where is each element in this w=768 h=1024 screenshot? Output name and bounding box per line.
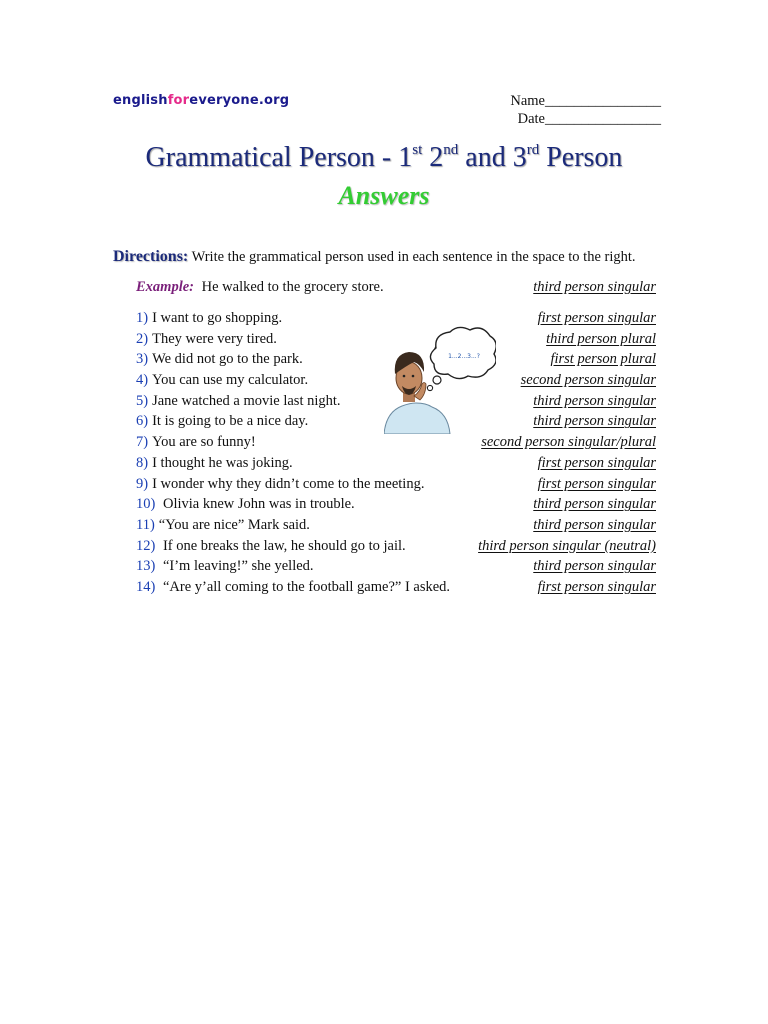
date-field: Date________________ <box>517 111 661 127</box>
item-number: 8) <box>136 454 149 471</box>
example-label: Example: <box>136 279 194 295</box>
item-sentence: I want to go shopping. <box>152 310 283 326</box>
item-sentence: I thought he was joking. <box>152 454 293 471</box>
name-date-block <box>496 92 661 128</box>
directions-label: Directions: <box>113 248 189 265</box>
item-number: 7) <box>136 434 149 451</box>
item-number: 1) <box>136 310 149 326</box>
page-subtitle: Answers <box>338 181 430 210</box>
item-sentence: You are so funny! <box>152 434 256 451</box>
item-sentence: You can use my calculator. <box>152 372 309 389</box>
item-number: 3) <box>136 351 149 368</box>
item-answer: third person singular <box>533 496 656 513</box>
item-answer: third person singular <box>533 516 656 533</box>
exercise-item <box>136 516 656 537</box>
item-sentence: “You are nice” Mark said. <box>158 516 310 533</box>
item-answer: third person singular <box>533 392 656 409</box>
item-sentence: If one breaks the law, he should go to jail. <box>159 537 406 554</box>
exercise-item <box>136 433 656 454</box>
logo-text-everyone: everyone.org <box>189 93 290 108</box>
item-answer: first person singular <box>537 454 656 471</box>
site-logo <box>113 93 289 108</box>
exercise-item <box>136 454 656 475</box>
exercise-item <box>136 475 656 496</box>
title-mid-1: 2 <box>422 142 444 173</box>
example-answer: third person singular <box>533 279 656 295</box>
item-answer: first person singular <box>537 578 656 595</box>
exercise-item <box>136 557 656 578</box>
item-number: 14) <box>136 578 156 595</box>
logo-text-for: for <box>167 93 190 108</box>
item-sentence: “Are y’all coming to the football game?” I asked. <box>159 578 451 595</box>
thinking-man-clipart <box>384 326 496 434</box>
item-number: 10) <box>136 496 156 513</box>
item-sentence: It is going to be a nice day. <box>152 413 309 430</box>
logo-text-english: english <box>113 93 168 108</box>
item-sentence: Jane watched a movie last night. <box>152 392 341 409</box>
title-sup-2: nd <box>443 142 459 158</box>
title-sup-1: st <box>412 142 423 158</box>
title-prefix: Grammatical Person - 1 <box>145 142 413 173</box>
item-answer: third person singular <box>533 558 656 575</box>
name-field: Name________________ <box>510 93 661 109</box>
item-number: 12) <box>136 537 156 554</box>
title-sup-3: rd <box>526 142 540 158</box>
item-answer: second person singular/plural <box>481 434 656 451</box>
item-number: 5) <box>136 392 149 409</box>
item-number: 2) <box>136 330 149 347</box>
thought-text: 1...2...3...? <box>448 353 480 360</box>
item-number: 6) <box>136 413 149 430</box>
item-sentence: Olivia knew John was in trouble. <box>159 496 355 513</box>
item-number: 9) <box>136 475 149 492</box>
example-sentence: He walked to the grocery store. <box>198 279 384 295</box>
example-row <box>136 279 656 299</box>
item-sentence: “I’m leaving!” she yelled. <box>159 558 314 575</box>
item-number: 13) <box>136 558 156 575</box>
item-answer: first person singular <box>537 310 656 326</box>
item-answer: second person singular <box>520 372 656 389</box>
item-number: 4) <box>136 372 149 389</box>
title-suffix: Person <box>539 142 623 173</box>
item-answer: third person singular (neutral) <box>478 537 656 554</box>
item-answer: third person plural <box>546 330 656 347</box>
thought-bubble-icon <box>427 327 496 390</box>
item-answer: first person plural <box>550 351 656 368</box>
item-sentence: They were very tired. <box>152 330 277 347</box>
item-sentence: I wonder why they didn’t come to the meeting. <box>152 475 425 492</box>
exercise-item <box>136 578 656 599</box>
page-title <box>0 142 768 174</box>
item-number: 11) <box>136 516 155 533</box>
item-answer: first person singular <box>537 475 656 492</box>
exercise-item <box>136 537 656 558</box>
title-mid-2: and 3 <box>458 142 527 173</box>
directions <box>113 248 673 266</box>
directions-text: Write the grammatical person used in each sentence in the space to the right. <box>188 249 636 265</box>
item-answer: third person singular <box>533 413 656 430</box>
exercise-item <box>136 495 656 516</box>
item-sentence: We did not go to the park. <box>152 351 303 368</box>
